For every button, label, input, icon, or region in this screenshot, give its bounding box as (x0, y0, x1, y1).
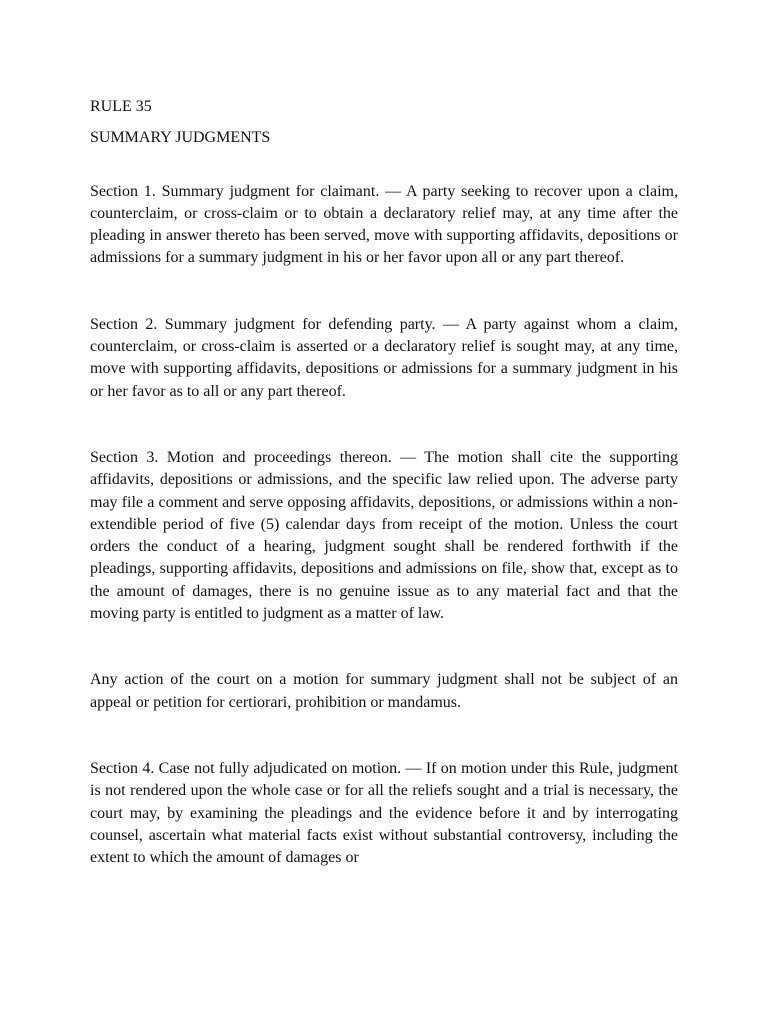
review-note-paragraph: Any action of the court on a motion for summary judgment shall not be subject of an appeal or petition for certiorari, prohibition or mandamus. (90, 671, 678, 711)
section-1-paragraph: Section 1. Summary judgment for claimant. — A party seeking to recover upon a claim, counterclaim, or cross-claim or to obtain a declaratory relief may, at any time after the pleading in answer thereto has been served, move with supporting affidavits, depositions or admissions for a summary judgment in his or her favor upon all or any part thereof. (90, 182, 678, 267)
section-4-paragraph: Section 4. Case not fully adjudicated on motion. — If on motion under this Rule, judgment is not rendered upon the whole case or for all the reliefs sought and a trial is necessary, the court may, by examining the pleadings and the evidence before it and by interrogating counsel, ascertain what material facts exist without substantial controversy, including the extent to which the amount of damages or (90, 759, 678, 867)
rule-title: SUMMARY JUDGMENTS (90, 129, 271, 147)
section-2-paragraph: Section 2. Summary judgment for defending party. — A party against whom a claim, counterclaim, or cross-claim is asserted or a declaratory relief is sought may, at any time, move with supporting affidavits, depositions or admissions for a summary judgment in his or her favor as to all or any part thereof. (90, 315, 678, 400)
rule-number: RULE 35 (90, 98, 152, 115)
document-page (90, 96, 678, 869)
section-3-paragraph: Section 3. Motion and proceedings thereon. — The motion shall cite the supporting affidavits, depositions or admissions, and the specific law relied upon. The adverse party may file a comment and serve opposing affidavits, depositions, or admissions within a non-extendible period of five (5) calendar days from receipt of the motion. Unless the court orders the conduct of a hearing, judgment sought shall be rendered forthwith if the pleadings, supporting affidavits, depositions and admissions on file, show that, except as to the amount of damages, there is no genuine issue as to any material fact and that the moving party is entitled to judgment as a matter of law. (90, 448, 678, 623)
